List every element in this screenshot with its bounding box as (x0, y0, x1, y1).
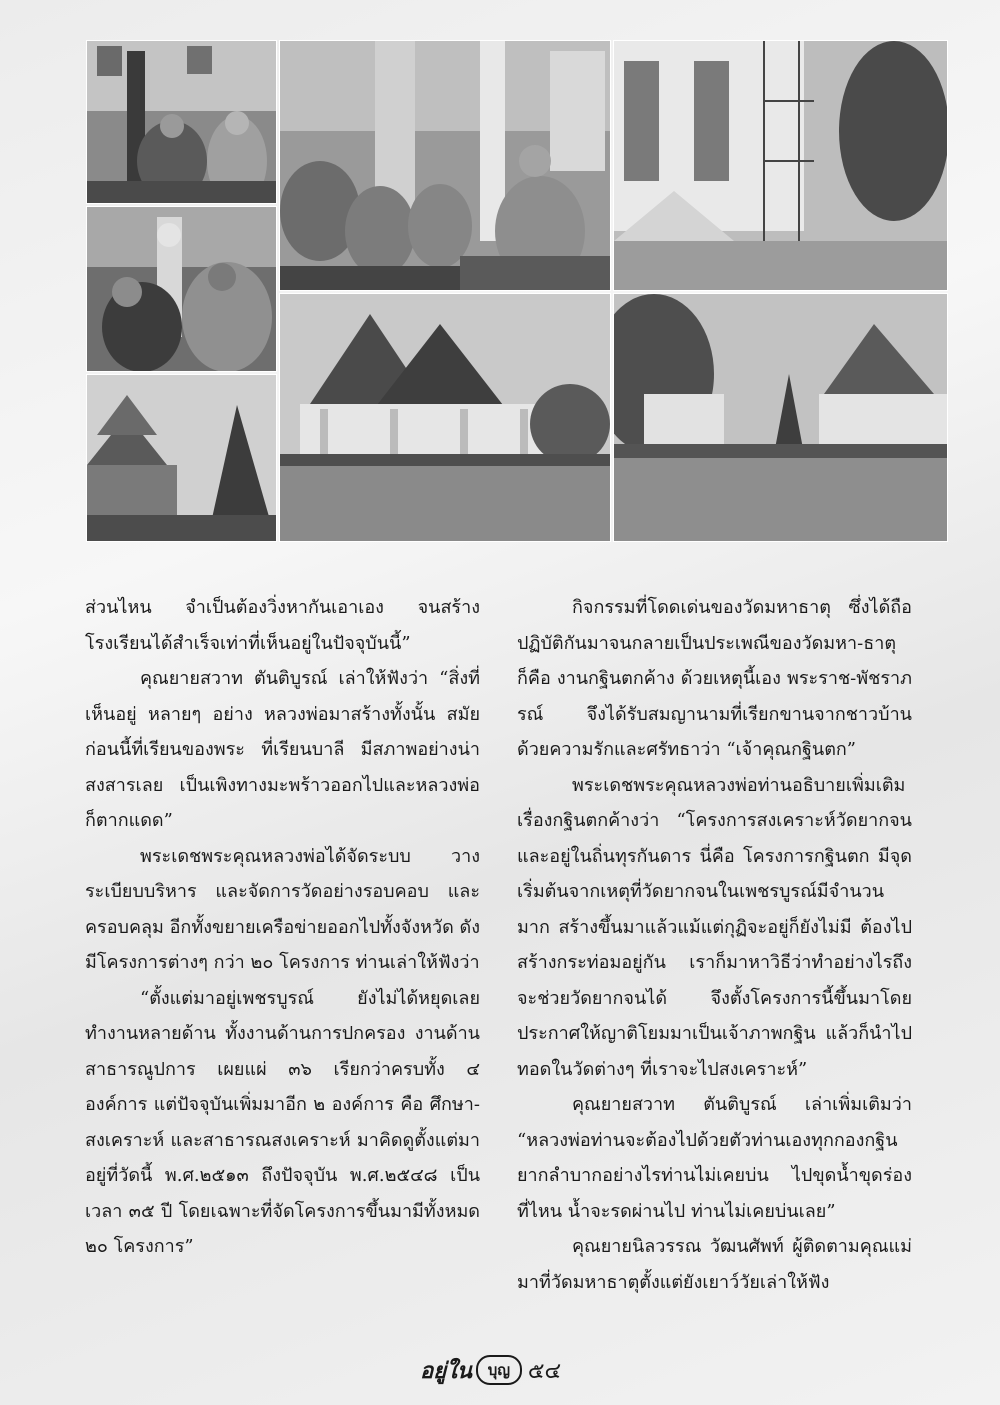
left-column (85, 590, 480, 1265)
magazine-logo-badge: บุญ (476, 1355, 522, 1385)
page-number: ๕๔ (527, 1358, 562, 1384)
photo-monk-statue (86, 206, 277, 372)
right-paragraph: คุณยายนิลวรรณ วัฒนศัพท์ ผู้ติดตามคุณแม่มาที่วัดมหาธาตุตั้งแต่ยังเยาว์วัยเล่าให้ฟัง (517, 1236, 912, 1293)
magazine-logo-text: อยู่ใน (420, 1357, 472, 1384)
right-column (517, 590, 912, 1300)
left-paragraph: ส่วนไหน จำเป็นต้องวิ่งหากันเอาเอง จนสร้างโรงเรียนได้สำเร็จเท่าที่เห็นอยู่ในปัจจุบันนี้” (85, 597, 480, 654)
left-paragraph: คุณยายสวาท ตันติบูรณ์ เล่าให้ฟังว่า “สิ่งที่เห็นอยู่ หลายๆ อย่าง หลวงพ่อมาสร้างทั้งนั้น สมัยก่อนนี้ที่เรียนของพระ ที่เรียนบาลี มีสภาพอย่างน่าสงสารเลย เป็นเพิงทางมะพร้าวออกไปและหลวงพ่อก็ตากแดด” (85, 668, 480, 831)
photo-monks-indoor (86, 40, 277, 204)
right-paragraph: กิจกรรมที่โดดเด่นของวัดมหาธาตุ ซึ่งได้ถือปฏิบัติกันมาจนกลายเป็นประเพณีของวัดมหา-ธาตุ ก็คือ งานกฐินตกค้าง ด้วยเหตุนี้เอง พระราช-พัชราภรณ์ จึงได้รับสมญานามที่เรียกขานจากชาวบ้าน ด้วยความรักและศรัทธาว่า “เจ้าคุณกฐินตก” (517, 597, 912, 760)
photo-monks-ceremony (279, 40, 611, 291)
right-paragraph: คุณยายสวาท ตันติบูรณ์ เล่าเพิ่มเติมว่า “หลวงพ่อท่านจะต้องไปด้วยตัวท่านเองทุกกองกฐิน ยากลำบากอย่างไรท่านไม่เคยบ่น ไปขุดน้ำขุดร่องที่ไหน น้ำจะรดผ่านไป ท่านไม่เคยบ่นเลย” (517, 1094, 912, 1222)
left-paragraph: พระเดชพระคุณหลวงพ่อได้จัดระบบ วางระเบียบบริหาร และจัดการวัดอย่างรอบคอบ และครอบคลุม อีกทั้งขยายเครือข่ายออกไปทั้งจังหวัด ดังมีโครงการต่างๆ กว่า ๒๐ โครงการ ท่านเล่าให้ฟังว่า (85, 845, 480, 973)
left-paragraph: “ตั้งแต่มาอยู่เพชรบูรณ์ ยังไม่ได้หยุดเลย ทำงานหลายด้าน ทั้งงานด้านการปกครอง งานด้านสาธารณูปการ เผยแผ่ ๓๖ เรียกว่าครบทั้ง ๔ องค์การ แต่ปัจจุบันเพิ่มมาอีก ๒ องค์การ คือ ศึกษา-สงเคราะห์ และสาธารณสงเคราะห์ มาคิดดูตั้งแต่มาอยู่ที่วัดนี้ พ.ศ.๒๕๑๓ ถึงปัจจุบัน พ.ศ.๒๕๔๘ เป็นเวลา ๓๕ ปี โดยเฉพาะที่จัดโครงการขึ้นมามีทั้งหมด ๒๐ โครงการ” (85, 987, 480, 1257)
photo-temple-courtyard (613, 293, 948, 542)
photo-temple-scaffolding (613, 40, 948, 291)
right-paragraph: พระเดชพระคุณหลวงพ่อท่านอธิบายเพิ่มเติมเรื่องกฐินตกค้างว่า “โครงการสงเคราะห์วัดยากจนและอยู่ในถิ่นทุรกันดาร นี่คือ โครงการกฐินตก มีจุดเริ่มต้นจากเหตุที่วัดยากจนในเพชรบูรณ์มีจำนวนมาก สร้างขึ้นมาแล้วแม้แต่กุฏิจะอยู่ก็ยังไม่มี ต้องไปสร้างกระท่อมอยู่กัน เราก็มาหาวิธีว่าทำอย่างไรถึงจะช่วยวัดยากจนได้ จึงตั้งโครงการนี้ขึ้นมาโดยประกาศให้ญาติโยมมาเป็นเจ้าภาพกฐิน แล้วก็นำไปทอดในวัดต่างๆ ที่เราจะไปสงเคราะห์” (517, 774, 912, 1080)
photo-ubosot-front (279, 293, 611, 542)
footer (420, 1350, 620, 1390)
photo-temple-stupa (86, 374, 277, 542)
